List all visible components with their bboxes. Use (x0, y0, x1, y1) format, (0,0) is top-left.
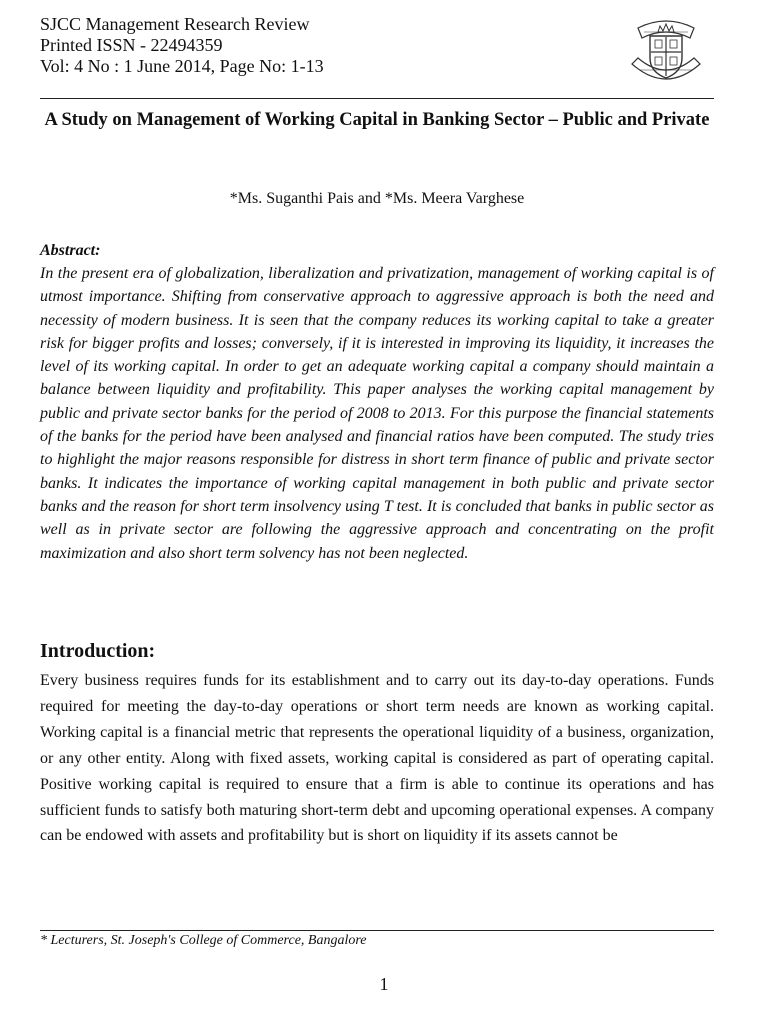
journal-header (40, 14, 324, 77)
abstract-heading: Abstract: (40, 242, 101, 259)
introduction-text: Every business requires funds for its establishment and to carry out its day-to-day operations. Funds required for meeting the day-to-day operations or short term needs are known as working capital. Working capital is a financial metric that represents the operational liquidity of a business, organization, or any other entity. Along with fixed assets, working capital is considered as part of operating capital. Positive working capital is required to ensure that a firm is able to continue its operations and has sufficient funds to satisfy both maturing short-term debt and upcoming operational expenses. A company can be endowed with assets and profitability but is short on liquidity if its assets cannot be (40, 672, 714, 845)
issn-line: Printed ISSN - 22494359 (40, 35, 223, 55)
header-divider (40, 98, 714, 99)
college-seal-icon (624, 12, 708, 92)
page-number: 1 (379, 974, 389, 994)
introduction-heading: Introduction: (40, 640, 156, 662)
footnote-text: * Lecturers, St. Joseph's College of Commerce, Bangalore (40, 933, 367, 948)
journal-name: SJCC Management Research Review (40, 14, 310, 34)
abstract-text: In the present era of globalization, liberalization and privatization, management of working capital is of utmost importance. Shifting from conservative approach to aggressive approach is both the need and necessity of modern business. It is seen that the company reduces its working capital to take a greater risk for bigger profits and losses; conversely, if it is interested in improving its liquidity, it increases the level of its working capital. In order to get an adequate working capital a company should maintain a balance between liquidity and profitability. This paper analyses the working capital management by public and private sector banks for the period of 2008 to 2013. For this purpose the financial statements of the banks for the period have been analysed and financial ratios have been computed. The study tries to highlight the major reasons responsible for distress in short term finance of public and private sector banks. It indicates the importance of working capital management in both public and private sector banks and the reason for short term insolvency using T test. It is concluded that banks in public sector as well as in private sector are following the aggressive approach and concentrating on the profit maximization and also short term solvency has not been neglected. (40, 265, 714, 562)
footnote-divider (40, 930, 714, 931)
paper-title: A Study on Management of Working Capital in Banking Sector – Public and Private (44, 110, 710, 130)
volume-line: Vol: 4 No : 1 June 2014, Page No: 1-13 (40, 56, 324, 76)
paper-authors: *Ms. Suganthi Pais and *Ms. Meera Varghese (229, 190, 525, 207)
